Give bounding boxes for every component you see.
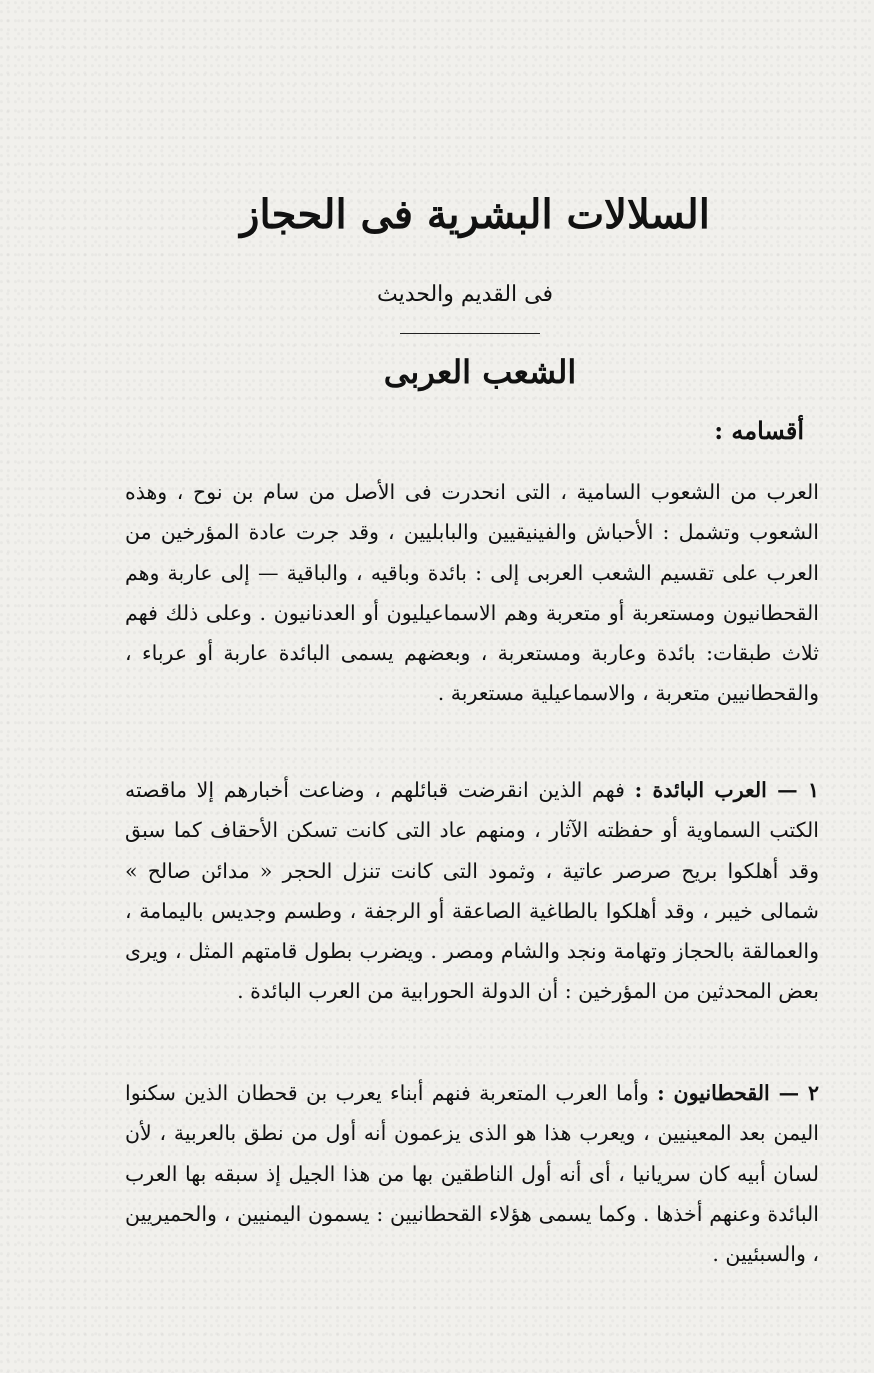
paragraph-intro [125,472,819,714]
page-subtitle: فى القديم والحديث [376,282,553,307]
subtitle-divider [400,333,540,334]
divisions-label: أقسامه : [714,416,804,445]
paragraph-text: العرب من الشعوب السامية ، التى انحدرت فى الأصل من سام بن نوح ، وهذه الشعوب وتشمل : الأحباش والفينيقيين والبابليين ، وقد جرت عادة المؤرخين من العرب على تقسيم الشعب العربى إلى : بائدة وباقيه ، والباقية — إلى عاربة وهم القحطانيون ومستعربة أو متعربة وهم الاسماعيليون أو العدنانيون . وعلى ذلك فهم ثلاث طبقات: بائدة وعاربة ومستعربة ، وبعضهم يسمى البائدة عاربة أو عرباء ، والقحطانيين متعربة ، والاسماعيلية مستعربة . [125,480,819,706]
paragraph-lead: ١ — العرب البائدة : [634,778,819,802]
paragraph-text: وأما العرب المتعربة فنهم أبناء يعرب بن قحطان الذين سكنوا اليمن بعد المعينيين ، ويعرب هذا هو الذى يزعمون أنه أول من نطق بالعربية ، لأن لسان أبيه كان سريانيا ، أى أنه أول الناطقين بها من هذا الجيل إذ سبقه بها العرب البائدة وعنهم أخذها . وكما يسمى هؤلاء القحطانيين : يسمون اليمنيين ، والحميريين ، والسبئيين . [125,1081,819,1267]
page-title: السلالات البشرية فى الحجاز [240,191,710,238]
section-title: الشعب العربى [383,353,577,391]
paragraph-qahtanites [125,1073,819,1274]
paragraph-text: فهم الذين انقرضت قبائلهم ، وضاعت أخبارهم إلا ماقصته الكتب السماوية أو حفظته الآثار ، ومنهم عاد التى كانت تسكن الأحقاف كما سبق وقد أهلكوا بريح صرصر عاتية ، وثمود التى كانت تنزل الحجر « مدائن صالح » شمالى خيبر ، وقد أهلكوا بالطاغية الصاعقة أو الرجفة ، وطسم وجديس باليمامة ، والعمالقة بالحجاز وتهامة ونجد والشام ومصر . ويضرب بطول قامتهم المثل ، ويرى بعض المحدثين من المؤرخين : أن الدولة الحورابية من العرب البائدة . [125,778,819,1004]
paragraph-lead: ٢ — القحطانيون : [657,1081,819,1105]
paragraph-extinct-arabs [125,770,819,1012]
